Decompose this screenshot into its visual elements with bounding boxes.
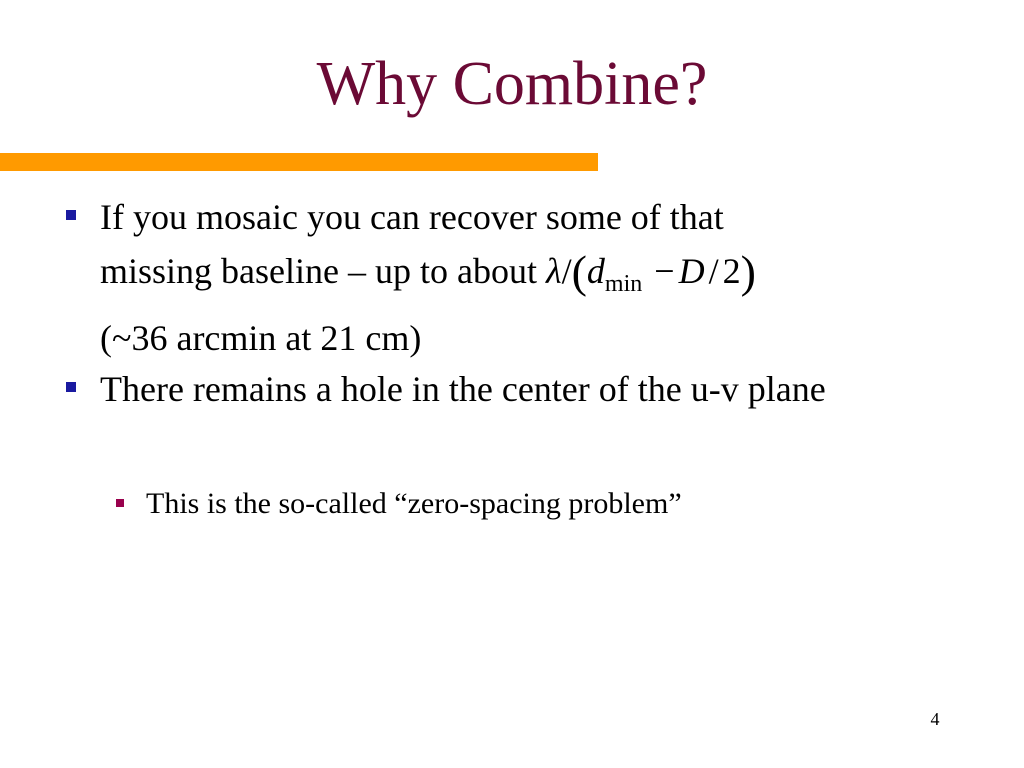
formula-D: D bbox=[678, 251, 705, 291]
baseline-formula bbox=[545, 246, 756, 297]
formula-minus: − bbox=[654, 251, 675, 291]
sub-bullet-text: This is the so-called “zero-spacing problem” bbox=[146, 487, 682, 520]
page-number: 4 bbox=[930, 709, 940, 729]
formula-two: 2 bbox=[722, 251, 741, 291]
bullet-line-1: If you mosaic you can recover some of that bbox=[100, 197, 724, 237]
square-bullet-icon bbox=[66, 210, 76, 220]
formula-open-paren: ( bbox=[571, 246, 587, 297]
square-sub-bullet-icon bbox=[116, 499, 124, 507]
bullet-item-hole bbox=[100, 362, 960, 416]
square-bullet-icon bbox=[66, 382, 76, 392]
formula-close-paren: ) bbox=[740, 246, 756, 297]
bullet-text: There remains a hole in the center of the u-v plane bbox=[100, 369, 826, 409]
slide-title: Why Combine? bbox=[316, 50, 708, 118]
bullet-line-2-text: missing baseline – up to about bbox=[100, 251, 537, 291]
bullet-item-mosaic bbox=[100, 190, 960, 365]
formula-lambda: λ bbox=[545, 251, 562, 291]
bullet-line-2 bbox=[100, 244, 960, 311]
bullet-line-3: (~36 arcmin at 21 cm) bbox=[100, 318, 422, 358]
formula-slash: / bbox=[561, 251, 572, 291]
sub-bullet-item-zero-spacing bbox=[146, 484, 966, 524]
formula-d-subscript: min bbox=[604, 271, 643, 297]
formula-slash-2: / bbox=[708, 251, 719, 291]
title-underline-bar bbox=[0, 153, 598, 171]
formula-d: d bbox=[586, 251, 605, 291]
